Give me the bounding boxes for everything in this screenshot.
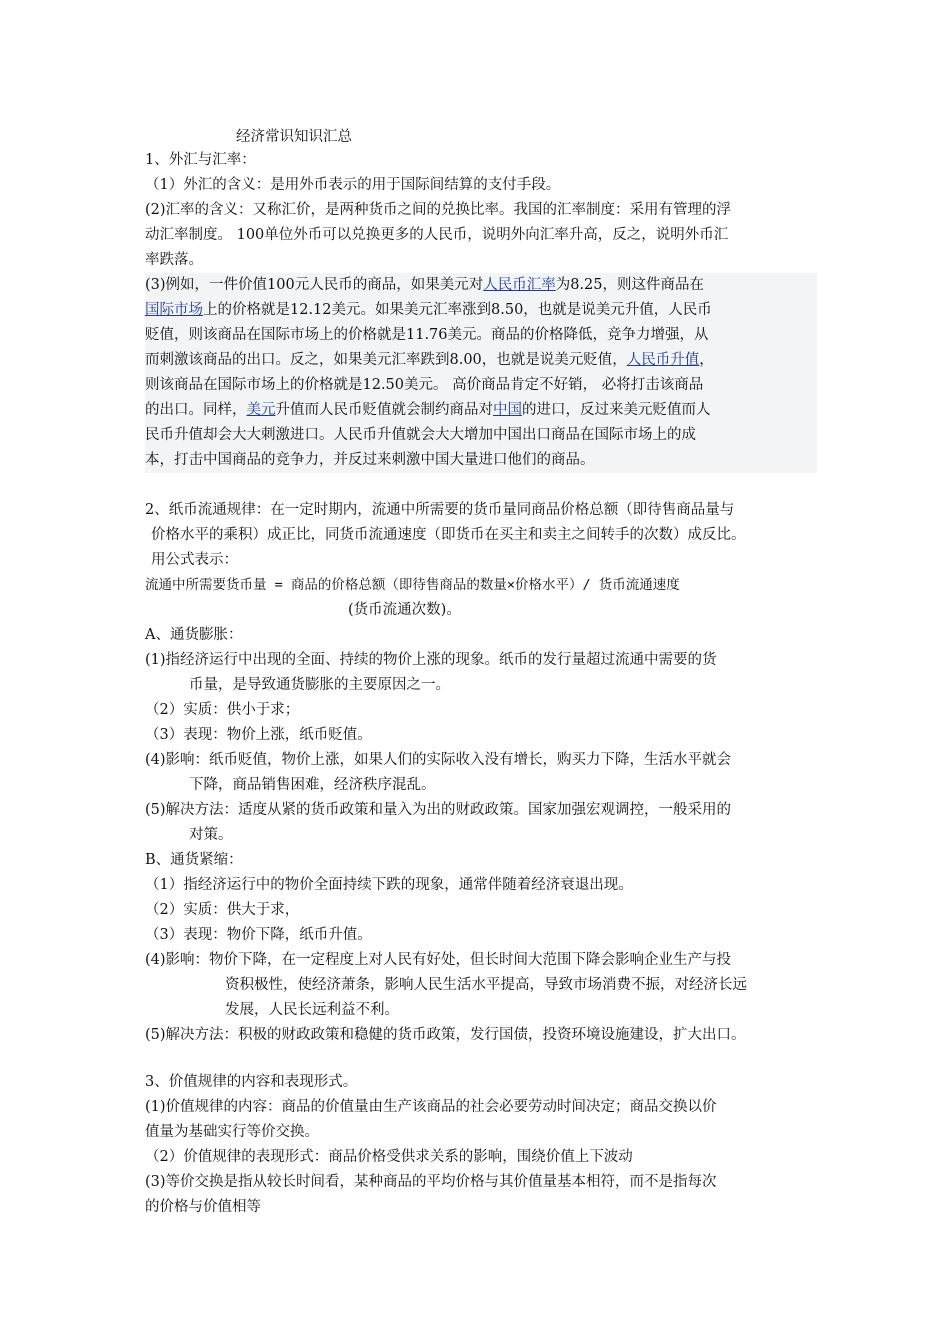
paragraph: 2、纸币流通规律：在一定时期内，流通中所需要的货币量同商品价格总额（即待售商品量与 — [145, 502, 735, 518]
section-exchange-rate — [145, 148, 817, 473]
paragraph: （2）价值规律的表现形式：商品价格受供求关系的影响，围绕价值上下波动 — [145, 1149, 633, 1165]
paragraph: 的价格与价值相等 — [145, 1199, 261, 1215]
list-item: (4)影响：纸币贬值，物价上涨，如果人们的实际收入没有增长，购买力下降，生活水平就会 — [145, 752, 732, 768]
example-line: (3)例如，一件价值100元人民币的商品，如果美元对人民币汇率为8.25，则这件商品在 — [145, 277, 705, 293]
link-international-market[interactable]: 国际市场 — [145, 302, 203, 318]
paragraph: 值量为基础实行等价交换。 — [145, 1124, 319, 1140]
list-item-continued: 对策。 — [189, 827, 233, 843]
example-line: 贬值，则该商品在国际市场上的价格就是11.76美元。商品的价格降低，竞争力增强，从 — [145, 327, 709, 343]
paragraph: (3)等价交换是指从较长时间看，某种商品的平均价格与其价值量基本相符，而不是指每次 — [145, 1174, 717, 1190]
list-item-continued: 发展，人民长远利益不利。 — [225, 1002, 399, 1018]
list-item-continued: 下降，商品销售困难，经济秩序混乱。 — [189, 777, 436, 793]
paragraph: 用公式表示： — [151, 552, 238, 568]
list-item: （2）实质：供小于求； — [145, 702, 300, 718]
example-line: 则该商品在国际市场上的价格就是12.50美元。 高价商品肯定不好销， 必将打击该商品 — [145, 377, 704, 393]
subsection-heading-inflation: A、通货膨胀： — [145, 627, 243, 643]
link-rmb-appreciation[interactable]: 人民币升值 — [626, 352, 700, 368]
list-item: （3）表现：物价下降，纸币升值。 — [145, 927, 372, 943]
list-item: （1）指经济运行中的物价全面持续下跌的现象，通常伴随着经济衰退出现。 — [145, 877, 633, 893]
list-item: （2）实质：供大于求， — [145, 902, 300, 918]
example-highlight-block — [145, 273, 817, 473]
list-item-continued: 资积极性，使经济萧条，影响人民生活水平提高，导致市场消费不振，对经济长远 — [225, 977, 747, 993]
formula-line: 流通中所需要货币量 = 商品的价格总额（即待售商品的数量×价格水平）/ 货币流通速度 — [145, 577, 680, 593]
list-item: (4)影响：物价下降，在一定程度上对人民有好处，但长时间大范围下降会影响企业生产与投 — [145, 952, 732, 968]
example-line: 本，打击中国商品的竞争力，并反过来刺激中国大量进口他们的商品。 — [145, 452, 595, 468]
paragraph: (2)汇率的含义：又称汇价，是两种货币之间的兑换比率。我国的汇率制度：采用有管理的浮 — [145, 202, 732, 218]
link-rmb-exchange-rate[interactable]: 人民币汇率 — [483, 277, 556, 293]
list-item: (5)解决方法：适度从紧的货币政策和量入为出的财政政策。国家加强宏观调控，一般采用的 — [145, 802, 732, 818]
example-line: 的出口。同样，美元升值而人民币贬值就会制约商品对中国的进口，反过来美元贬值而人 — [145, 402, 711, 418]
list-item: （3）表现：物价上涨，纸币贬值。 — [145, 727, 372, 743]
list-item-continued: 币量，是导致通货膨胀的主要原因之一。 — [189, 677, 450, 693]
list-item: (5)解决方法：积极的财政政策和稳健的货币政策，发行国债，投资环境设施建设，扩大出口。 — [145, 1027, 746, 1043]
document-title: 经济常识知识汇总 — [236, 129, 352, 145]
section-law-of-value — [145, 1070, 817, 1220]
example-line: 国际市场上的价格就是12.12美元。如果美元汇率涨到8.50，也就是说美元升值，人民币 — [145, 302, 712, 318]
link-china[interactable]: 中国 — [493, 402, 522, 418]
example-line: 民币升值却会大大刺激进口。人民币升值就会大大增加中国出口商品在国际市场上的成 — [145, 427, 696, 443]
paragraph: （1）外汇的含义：是用外币表示的用于国际间结算的支付手段。 — [145, 177, 561, 193]
link-usd[interactable]: 美元 — [246, 402, 276, 418]
section-heading: 1、外汇与汇率： — [145, 152, 256, 168]
list-item: (1)指经济运行中出现的全面、持续的物价上涨的现象。纸币的发行量超过流通中需要的货 — [145, 652, 717, 668]
formula-line: (货币流通次数)。 — [348, 602, 461, 618]
section-heading: 3、价值规律的内容和表现形式。 — [145, 1074, 358, 1090]
paragraph: 价格水平的乘积）成正比，同货币流通速度（即货币在买主和卖主之间转手的次数）成反比。 — [151, 527, 746, 543]
paragraph: 率跌落。 — [145, 252, 203, 268]
example-line: 而刺激该商品的出口。反之，如果美元汇率跌到8.00，也就是说美元贬值，人民币升值， — [145, 352, 714, 368]
paragraph: 动汇率制度。 100单位外币可以兑换更多的人民币，说明外向汇率升高，反之，说明外币汇 — [145, 227, 729, 243]
paragraph: (1)价值规律的内容：商品的价值量由生产该商品的社会必要劳动时间决定；商品交换以价 — [145, 1099, 717, 1115]
subsection-heading-deflation: B、通货紧缩： — [145, 852, 243, 868]
section-paper-money — [145, 498, 817, 1048]
